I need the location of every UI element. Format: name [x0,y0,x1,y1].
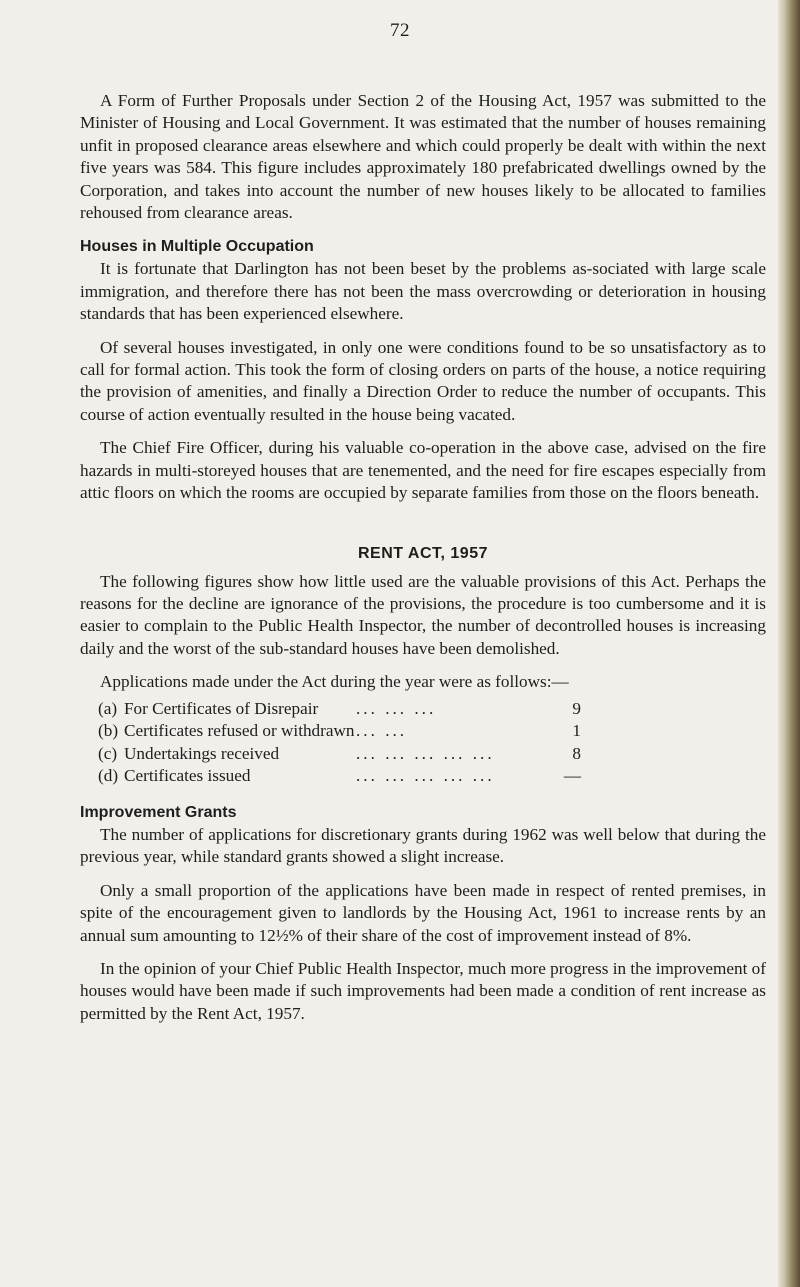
dot-leader: ... ... ... ... ... [356,766,495,786]
item-text: Certificates issued [124,766,251,786]
item-value: — [563,766,581,786]
applications-table [98,698,581,788]
page-edge-shadow [778,0,800,1287]
paragraph-chief-fire-officer: The Chief Fire Officer, during his valuable co-operation in the above case, advised on the fire hazards in multi-storeyed houses that are tenemented, and the need for fire escapes especially from attic floors on which the rooms are occupied by separate families from those on the floors beneath. [80,438,766,503]
item-value: 1 [572,721,581,741]
item-text: For Certificates of Disrepair [124,698,319,718]
paragraph-further-proposals: A Form of Further Proposals under Section 2 of the Housing Act, 1957 was submitted to the Minister of Housing and Local Government. It was estimated that the number of houses remaining unfit in proposed clearance areas elsewhere and which could properly be dealt with within the next five years was 584. This figure includes approximately 180 prefabricated dwellings owned by the Corporation, and takes into account the number of new houses likely to be allocated to families rehoused from clearance areas. [80,91,766,223]
item-label: (a) [98,698,118,718]
table-row [98,720,581,743]
paragraph-immigration: It is fortunate that Darlington has not been beset by the problems as-sociated with large scale immigration, and therefore there has not been the mass overcrowding or deterioration in housing standards that has been experienced elsewhere. [80,259,766,324]
paragraph-applications-intro: Applications made under the Act during the year were as follows:— [100,672,569,692]
item-label: (b) [98,721,119,741]
item-label: (d) [98,766,119,786]
heading-houses-multiple-occupation: Houses in Multiple Occupation [80,238,314,256]
table-row [98,698,581,721]
table-row [98,743,581,766]
page-body [80,90,766,1025]
paragraph-rent-act-figures: The following figures show how little used are the valuable provisions of this Act. Perhaps the reasons for the decline are ignorance of the provisions, the procedure is too cumbersome and it is easier to complain to the Public Health Inspector, the number of decontrolled houses is increasing daily and the worst of the sub-standard houses have been demolished. [80,571,766,658]
heading-rent-act: RENT ACT, 1957 [358,544,488,562]
dot-leader: ... ... [356,721,408,741]
dot-leader: ... ... ... [356,698,437,718]
paragraph-houses-investigated: Of several houses investigated, in only one were conditions found to be so unsatisfactory as to call for formal action. This took the form of closing orders on parts of the house, a notice requiring the provision of amenities, and finally a Direction Order to reduce the number of occupants. This course of action eventually resulted in the house being vacated. [80,337,766,424]
item-text: Certificates refused or withdrawn [124,721,355,741]
heading-improvement-grants: Improvement Grants [80,803,237,821]
page-number: 72 [390,20,410,41]
table-row [98,765,581,788]
item-value: 9 [572,698,581,718]
item-label: (c) [98,743,118,763]
dot-leader: ... ... ... ... ... [356,743,495,763]
paragraph-rented-premises: Only a small proportion of the applications have been made in respect of rented premises, in spite of the encouragement given to landlords by the Housing Act, 1961 to increase rents by an annual sum amounting to 12½% of their share of the cost of improvement instead of 8%. [80,880,766,945]
paragraph-discretionary-grants: The number of applications for discretionary grants during 1962 was well below that during the previous year, while standard grants showed a slight increase. [80,824,766,867]
item-value: 8 [572,743,581,763]
paragraph-chief-inspector-opinion: In the opinion of your Chief Public Health Inspector, much more progress in the improvement of houses would have been made if such improvements had been made a condition of rent increase as permitted by the Rent Act, 1957. [80,958,766,1023]
item-text: Undertakings received [124,743,280,763]
